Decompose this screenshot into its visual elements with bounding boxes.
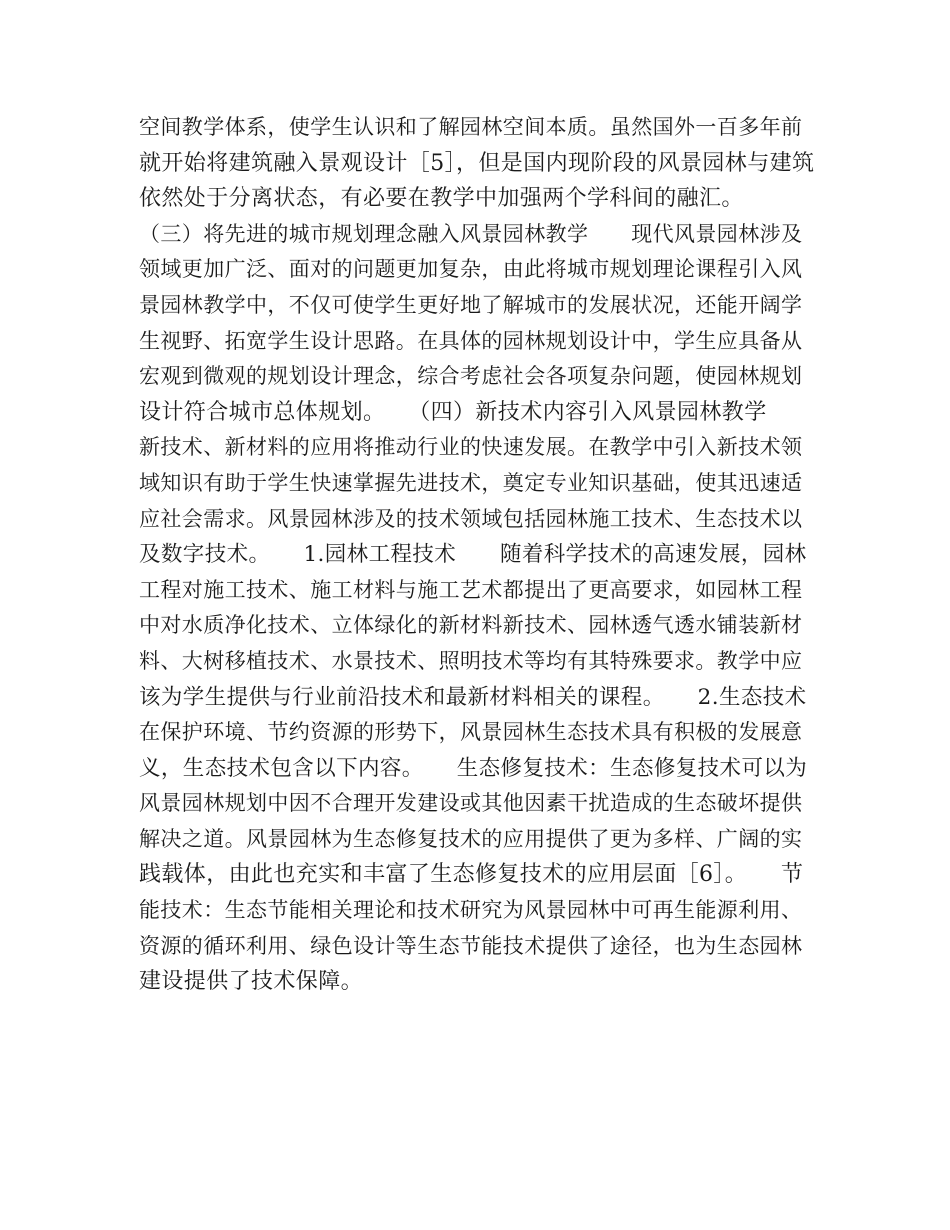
text-line: 设计符合城市总体规划。 （四）新技术内容引入风景园林教学: [139, 399, 767, 425]
text-line: 及数字技术。 1.园林工程技术 随着科学技术的高速发展，园林: [139, 542, 807, 568]
text-line: 就开始将建筑融入景观设计［5］，但是国内现阶段的风景园林与建筑: [139, 150, 815, 176]
text-line: 义，生态技术包含以下内容。 生态修复技术：生态修复技术可以为: [139, 755, 808, 781]
text-line: 新技术、新材料的应用将推动行业的快速发展。在教学中引入新技术领: [139, 435, 803, 460]
text-line: 空间教学体系，使学生认识和了解园林空间本质。虽然国外一百多年前: [139, 115, 803, 139]
text-line: 能技术：生态节能相关理论和技术研究为风景园林中可再生能源利用、: [139, 898, 803, 923]
text-line: 生视野、拓宽学生设计思路。在具体的园林规划设计中，学生应具备从: [139, 328, 803, 353]
text-line: 践载体，由此也充实和丰富了生态修复技术的应用层面［6］。 节: [139, 862, 804, 888]
text-line: 工程对施工技术、施工材料与施工艺术都提出了更高要求，如园林工程: [139, 577, 803, 602]
text-line: 资源的循环利用、绿色设计等生态节能技术提供了途径，也为生态园林: [139, 933, 803, 958]
text-line: 风景园林规划中因不合理开发建设或其他因素干扰造成的生态破坏提供: [139, 791, 803, 816]
text-line: 宏观到微观的规划设计理念，综合考虑社会各项复杂问题，使园林规划: [139, 364, 803, 389]
text-line: （三）将先进的城市规划理念融入风景园林教学 现代风景园林涉及: [139, 221, 803, 246]
text-line: 域知识有助于学生快速掌握先进技术，奠定专业知识基础，使其迅速适: [139, 470, 803, 495]
text-line: 解决之道。风景园林为生态修复技术的应用提供了更为多样、广阔的实: [139, 826, 803, 851]
text-line: 领域更加广泛、面对的问题更加复杂，由此将城市规划理论课程引入风: [139, 257, 803, 282]
text-line: 该为学生提供与行业前沿技术和最新材料相关的课程。 2.生态技术: [139, 684, 807, 710]
text-line: 依然处于分离状态，有必要在教学中加强两个学科间的融汇。: [139, 186, 744, 212]
text-line: 料、大树移植技术、水景技术、照明技术等均有其特殊要求。教学中应: [139, 648, 803, 673]
text-line: 景园林教学中，不仅可使学生更好地了解城市的发展状况，还能开阔学: [139, 292, 803, 317]
text-line: 建设提供了技术保障。: [139, 969, 364, 995]
text-line: 应社会需求。风景园林涉及的技术领域包括园林施工技术、生态技术以: [139, 506, 803, 531]
body-paragraph: [139, 110, 815, 1000]
text-line: 中对水质净化技术、立体绿化的新材料新技术、园林透气透水铺装新材: [139, 613, 803, 638]
text-line: 在保护环境、节约资源的形势下，风景园林生态技术具有积极的发展意: [139, 720, 803, 745]
